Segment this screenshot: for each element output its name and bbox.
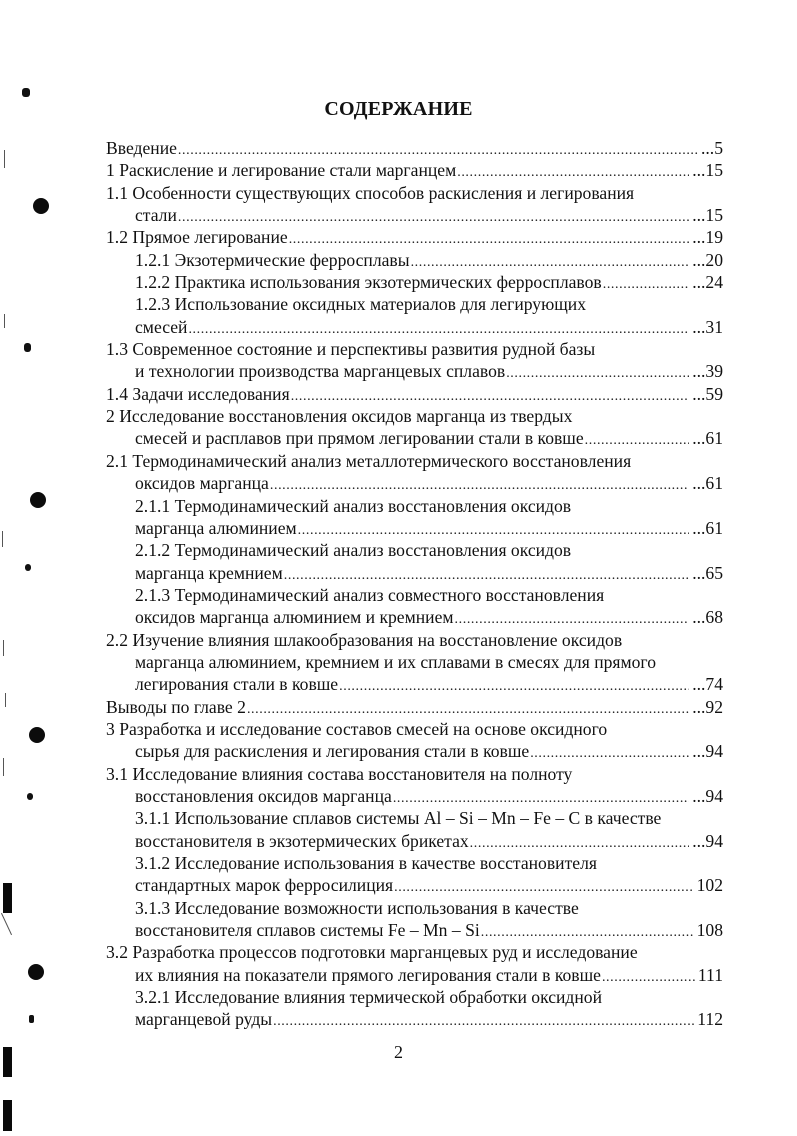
- dot-leader: [506, 360, 689, 382]
- toc-entry: [106, 450, 723, 472]
- toc-entry-title: 1.2.2 Практика использования экзотермических ферросплавов: [135, 272, 602, 293]
- dot-leader: [178, 137, 698, 159]
- toc-page-number: ...61: [692, 473, 723, 494]
- toc-entry-title: 1.2.1 Экзотермические ферросплавы: [135, 249, 410, 270]
- toc-page-number: ...24: [692, 272, 723, 293]
- binder-hole-mark: [33, 198, 49, 214]
- toc-entry: [106, 964, 723, 986]
- toc-entry-title: восстановителя в экзотермических брикетах: [135, 830, 469, 851]
- toc-page-number: ...61: [692, 428, 723, 449]
- scan-edge-bar: [3, 1100, 12, 1131]
- toc-entry-title: 1.1 Особенности существующих способов раскисления и легирования: [106, 182, 635, 203]
- toc-entry-title: смесей и расплавов при прямом легировании стали в ковше: [135, 428, 584, 449]
- toc-entry-title: оксидов марганца: [135, 473, 269, 494]
- dot-leader: [457, 159, 689, 181]
- toc-entry: [106, 182, 723, 204]
- page-number: 2: [394, 1042, 403, 1062]
- toc-entry-title: марганцевой руды: [135, 1009, 273, 1030]
- toc-entry: [106, 517, 723, 539]
- toc-entry: [106, 830, 723, 852]
- toc-entry-title: 3.2.1 Исследование влияния термической обработки оксидной: [135, 987, 602, 1008]
- toc-page-number: ...94: [692, 830, 723, 851]
- dot-leader: [247, 696, 689, 718]
- toc-page-number: ...39: [692, 361, 723, 382]
- toc-page-number: 112: [697, 1009, 723, 1030]
- scan-line: [3, 758, 4, 776]
- toc-entry: [106, 472, 723, 494]
- toc-entry-title: 1 Раскисление и легирование стали марганцем: [106, 160, 457, 181]
- toc-entry-title: марганца кремнием: [135, 562, 283, 583]
- toc-page-number: ...59: [692, 383, 723, 404]
- toc-page-number: 111: [697, 964, 723, 985]
- toc-entry-title: стандартных марок ферросилиция: [135, 875, 394, 896]
- toc-page-number: ...92: [692, 696, 723, 717]
- toc-entry-title: 3.1.2 Исследование использования в качестве восстановителя: [135, 853, 597, 873]
- toc-entry: [106, 137, 723, 159]
- binder-hole-mark: [29, 727, 45, 743]
- scan-line: [1, 913, 12, 935]
- toc-entry: [106, 718, 723, 740]
- toc-page-number: ...15: [692, 160, 723, 181]
- toc-entry-title: сырья для раскисления и легирования стали в ковше: [135, 741, 530, 762]
- toc-page-number: ...68: [692, 607, 723, 628]
- toc-entry: [106, 696, 723, 718]
- toc-entry: [106, 740, 723, 762]
- toc-entry: [106, 383, 723, 405]
- toc-page-number: ...20: [692, 249, 723, 270]
- toc-entry: [106, 293, 723, 315]
- toc-entry: [106, 316, 723, 338]
- toc-entry-title: оксидов марганца алюминием и кремнием: [135, 607, 454, 628]
- dot-leader: [394, 874, 693, 896]
- toc-entry: [106, 763, 723, 785]
- toc-entry: [106, 495, 723, 517]
- dot-leader: [455, 606, 690, 628]
- toc-entry: [106, 919, 723, 941]
- toc-entry-title: 2.1.2 Термодинамический анализ восстановления оксидов: [135, 540, 572, 561]
- toc-entry: [106, 562, 723, 584]
- toc-entry: [106, 874, 723, 896]
- page-title: СОДЕРЖАНИЕ: [324, 98, 473, 120]
- toc-entry: [106, 338, 723, 360]
- toc-entry: [106, 673, 723, 695]
- toc-entry: [106, 629, 723, 651]
- dot-leader: [602, 964, 695, 986]
- toc-entry-title: 2 Исследование восстановления оксидов марганца из твердых: [106, 406, 573, 427]
- dot-leader: [284, 562, 689, 584]
- dot-leader: [291, 383, 690, 405]
- toc-entry: [106, 941, 723, 963]
- scan-line: [2, 531, 3, 547]
- toc-entry-title: 2.1 Термодинамический анализ металлотермического восстановления: [106, 450, 632, 471]
- dot-leader: [188, 316, 689, 338]
- dot-leader: [603, 271, 689, 293]
- table-of-contents: [106, 137, 723, 1031]
- toc-entry: [106, 897, 723, 919]
- toc-entry: [106, 606, 723, 628]
- toc-entry-title: 1.2.3 Использование оксидных материалов для легирующих: [135, 294, 586, 315]
- dot-leader: [530, 740, 689, 762]
- toc-entry-title: Введение: [106, 138, 177, 158]
- toc-entry-title: восстановителя сплавов системы Fe – Mn – Si: [135, 920, 480, 941]
- scan-speck: [24, 343, 31, 352]
- dot-leader: [298, 517, 690, 539]
- toc-entry: [106, 249, 723, 271]
- toc-entry: [106, 360, 723, 382]
- scan-line: [3, 640, 4, 656]
- toc-entry-title: 2.2 Изучение влияния шлакообразования на восстановление оксидов: [106, 629, 623, 650]
- toc-page-number: ...61: [692, 517, 723, 538]
- toc-page-number: ...94: [692, 741, 723, 762]
- toc-entry: [106, 785, 723, 807]
- dot-leader: [393, 785, 689, 807]
- toc-entry: [106, 807, 723, 829]
- toc-page-number: ...74: [692, 674, 723, 695]
- dot-leader: [585, 427, 690, 449]
- toc-entry-title: 2.1.3 Термодинамический анализ совместного восстановления: [135, 584, 605, 605]
- toc-entry: [106, 427, 723, 449]
- toc-entry: [106, 1008, 723, 1030]
- dot-leader: [270, 472, 689, 494]
- toc-entry: [106, 852, 723, 874]
- toc-page-number: ...15: [692, 205, 723, 226]
- toc-entry-title: 3.2 Разработка процессов подготовки марганцевых руд и исследование: [106, 942, 638, 963]
- toc-entry-title: 1.4 Задачи исследования: [106, 383, 290, 404]
- scan-edge-bar: [3, 883, 12, 913]
- toc-entry: [106, 226, 723, 248]
- toc-page-number: 108: [696, 920, 723, 941]
- toc-entry-title: и технологии производства марганцевых сплавов: [135, 361, 506, 382]
- toc-entry-title: 3.1 Исследование влияния состава восстановителя на полноту: [106, 763, 573, 784]
- toc-page-number: ...19: [692, 227, 723, 248]
- toc-entry: [106, 159, 723, 181]
- scan-speck: [25, 564, 31, 571]
- toc-entry-title: стали: [135, 205, 177, 226]
- toc-page-number: ...31: [692, 316, 723, 337]
- toc-page-number: ...65: [692, 562, 723, 583]
- toc-page-number: ...94: [692, 785, 723, 806]
- toc-entry-title: их влияния на показатели прямого легирования стали в ковше: [135, 964, 601, 985]
- dot-leader: [273, 1008, 694, 1030]
- scan-line: [5, 693, 6, 707]
- toc-entry-title: 3.1.1 Использование сплавов системы Al – Si – Mn – Fe – C в качестве: [135, 808, 662, 829]
- toc-page-number: ...5: [701, 138, 723, 158]
- toc-entry-title: марганца алюминием: [135, 517, 297, 538]
- toc-entry-title: марганца алюминием, кремнием и их сплавами в смесях для прямого: [135, 651, 657, 672]
- toc-entry-title: 3 Разработка и исследование составов смесей на основе оксидного: [106, 718, 608, 739]
- scan-line: [4, 150, 5, 168]
- toc-entry: [106, 584, 723, 606]
- toc-entry-title: смесей: [135, 316, 188, 337]
- dot-leader: [178, 204, 689, 226]
- scan-line: [4, 314, 5, 328]
- scan-speck: [27, 793, 33, 800]
- toc-entry-title: легирования стали в ковше: [135, 674, 339, 695]
- toc-entry-title: Выводы по главе 2: [106, 696, 246, 717]
- dot-leader: [481, 919, 694, 941]
- toc-entry-title: восстановления оксидов марганца: [135, 785, 392, 806]
- toc-entry: [106, 986, 723, 1008]
- toc-page-number: 102: [696, 875, 723, 896]
- toc-entry: [106, 651, 723, 673]
- toc-entry: [106, 405, 723, 427]
- toc-entry-title: 1.3 Современное состояние и перспективы развития рудной базы: [106, 339, 596, 360]
- dot-leader: [339, 673, 689, 695]
- scan-speck: [29, 1015, 34, 1023]
- toc-entry-title: 3.1.3 Исследование возможности использования в качестве: [135, 897, 579, 918]
- binder-hole-mark: [28, 964, 44, 980]
- binder-hole-mark: [30, 492, 46, 508]
- toc-entry-title: 2.1.1 Термодинамический анализ восстановления оксидов: [135, 495, 572, 516]
- dot-leader: [289, 226, 690, 248]
- dot-leader: [411, 249, 690, 271]
- dot-leader: [470, 830, 690, 852]
- toc-entry: [106, 204, 723, 226]
- toc-entry: [106, 539, 723, 561]
- toc-entry: [106, 271, 723, 293]
- toc-entry-title: 1.2 Прямое легирование: [106, 227, 288, 248]
